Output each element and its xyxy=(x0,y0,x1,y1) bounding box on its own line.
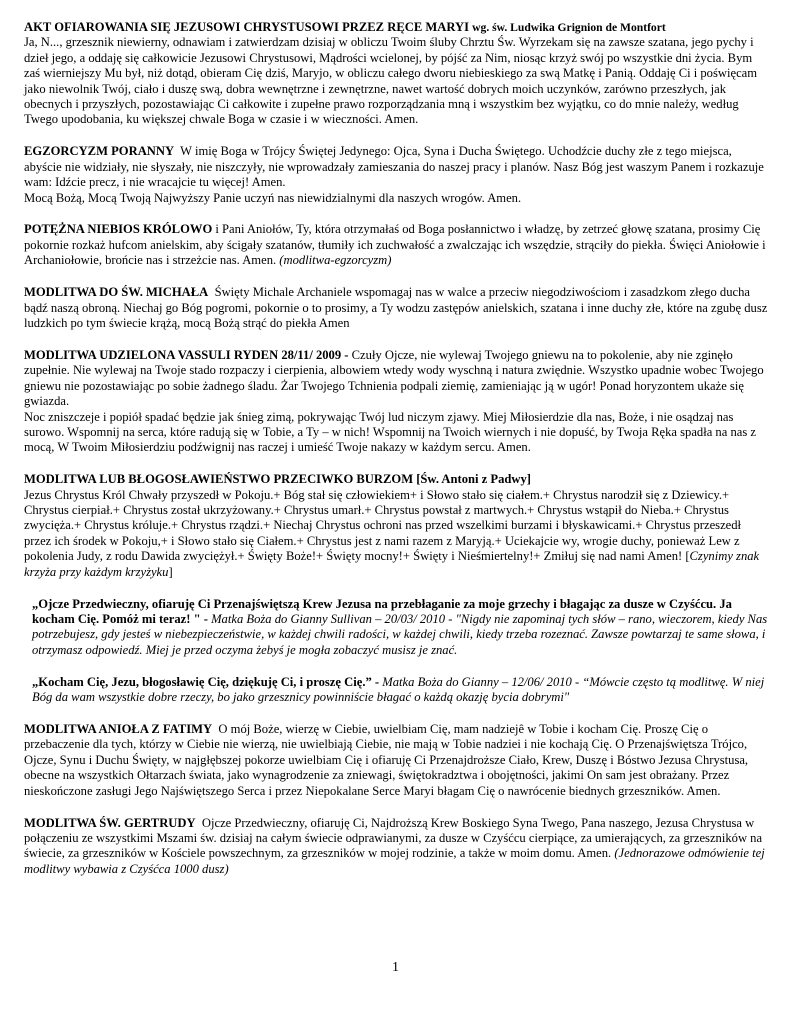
section-potezna-niebios-krolowo xyxy=(24,222,768,268)
document-page xyxy=(24,20,768,894)
section-title: MODLITWA UDZIELONA VASSULI RYDEN 28/11/ 2009 - xyxy=(24,347,349,362)
prayer-quote: „Kocham Cię, Jezu, błogosławię Cię, dziękuję Ci, i proszę Cię.” - xyxy=(32,674,380,689)
section-body: Święty Michale Archaniele wspomagaj nas w walce a przeciw niegodziwościom i zasadzkom złego ducha bądź naszą obroną. Niechaj go Bóg pogromi, pokornie o to prosimy, a Ty wodzu zastępów anielskich, szatana i inne duchy złe, które na zgubę dusz ludzkich po tym świecie krążą, mocą Bożą strąć do piekła Amen xyxy=(24,285,768,330)
section-quote-gianny-sullivan xyxy=(32,597,768,659)
section-modlitwa-przeciwko-burzom xyxy=(24,472,768,580)
section-note: (Jednorazowe odmówienie tej modlitwy wybawia z Czyśćca 1000 dusz) xyxy=(24,846,765,876)
section-quote-kocham-cie xyxy=(32,675,768,706)
section-title: AKT OFIAROWANIA SIĘ JEZUSOWI CHRYSTUSOWI PRZEZ RĘCE MARYI xyxy=(24,20,469,34)
quote-commentary: Matka Boża do Gianny – 12/06/ 2010 - “Mówcie często tą modlitwę. W niej Bóg da wam wszystkie dobre rzeczy, bo jako grzesznicy powinniście błagać o każdą okazję bycia dobrymi" xyxy=(32,674,765,705)
section-body: O mój Boże, wierzę w Ciebie, uwielbiam Cię, mam nadziejê w Tobie i kocham Cię. Proszę Cię o przebaczenie dla tych, którzy w Ciebie nie wierzą, nie uwielbiają Ciebie, nie mają w Tobie nadziei i nie kochają Cię. O Przenajświętsza Trójco, Ojcze, Synu i Duchu Święty, w najgłębszej pokorze uwielbiam Cię i ofiaruję Ci Przenajdroższe Ciało, Krew, Duszę i Bóstwo Jezusa Chrystusa, obecne na wszystkich Ołtarzach świata, jako wynagrodzenie za zniewagi, świętokradztwa i obojętności, jakimi On sam jest obrażany. Przez nieskończone zasługi Jego Najświętszego Serca i przez Niepokalane Serce Maryi błagam Cię o nawrócenie biednych grzeszników. Amen. xyxy=(24,722,749,798)
section-body: Czuły Ojcze, nie wylewaj Twojego gniewu na to pokolenie, aby nie zginęło zupełnie. Nie wylewaj na Twoje stado rozpaczy i cierpienia, albowiem wtedy wody wyschną i natura zwiędnie. Wszystko upadnie wobec Twojego gniewu nie pozostawiając po sobie żadnego śladu. Żar Twojego Tchnienia podpali ziemię, zamieniając ją w ugór! Ponad horyzontem ukaże się gwiazda. xyxy=(24,347,764,409)
section-title: EGZORCYZM PORANNY xyxy=(24,144,175,159)
section-modlitwa-sw-gertrudy xyxy=(24,816,768,878)
section-body: Ojcze Przedwieczny, ofiaruję Ci, Najdroższą Krew Boskiego Syna Twego, Pana naszego, Jezusa Chrystusa w połączeniu ze wszystkimi Mszami św. dzisiaj na całym świecie odprawianymi, za dusze w Czyśćcu cierpiące, za umierających, za grzeszników na świecie, za grzeszników w Kościele powszechnym, za grzeszników w mojej rodzinie, a także w moim domu. Amen. xyxy=(24,815,763,861)
section-title: MODLITWA DO ŚW. MICHAŁA xyxy=(24,285,209,300)
section-body: Jezus Chrystus Król Chwały przyszedł w Pokoju.+ Bóg stał się człowiekiem+ i Słowo stało się ciałem.+ Chrystus narodził się z Dziewicy.+ Chrystus cierpiał.+ Chrystus został ukrzyżowany.+ Chrystus umarł.+ Chrystus powstał z martwych.+ Chrystus wstąpił do Nieba.+ Chrystus zwycięża.+ Chrystus króluje.+ Chrystus rządzi.+ Niechaj Chrystus ochroni nas przed wszelkimi burzami i błyskawicami.+ Chrystus przeszedł przez ich środek w Pokoju,+ i Słowo stało się Ciałem.+ Chrystus jest z nami razem z Maryją.+ Uciekajcie wy, wrogie duchy, ponieważ Lew z pokolenia Judy, z rodu Dawida zwyciężył.+ Święty Boże!+ Święty mocny!+ Święty i Nieśmiertelny!+ Zmiłuj się nad nami Amen! [ xyxy=(24,487,742,564)
section-body-continued: Noc zniszczeje i popiół spadać będzie jak śnieg zimą, pokrywając Twój lud niczym zjawy. Miej Miłosierdzie dla nas, Boże, i nie osądzaj nas surowo. Wspomnij na serca, które radują się w Tobie, a Ty – w nich! Wspomnij na Twoich wiernych i nie dopuść, by Twoja Ręka spadła na nas z mocą, W Twoim Miłosierdziu podźwignij nas raczej i umieść Twoje nakazy w każdym sercu. Amen. xyxy=(24,409,756,455)
section-title: POTĘŻNA NIEBIOS KRÓLOWO xyxy=(24,222,213,237)
section-body-continued: Mocą Bożą, Mocą Twoją Najwyższy Panie uczyń nas niewidzialnymi dla naszych wrogów. Amen. xyxy=(24,190,522,205)
page-number: 1 xyxy=(392,960,399,975)
section-body: W imię Boga w Trójcy Świętej Jedynego: Ojca, Syna i Ducha Świętego. Uchodźcie duchy złe z tego miejsca, abyście nie widziały, nie słyszały, nie niszczyły, nie wprowadzały zamieszania do naszej pracy i planów. Nasz Bóg jest waszym Panem i rozkazuje wam: Idźcie precz, i nie wracajcie tu więcej! Amen. xyxy=(24,144,764,190)
section-subtitle: wg. św. Ludwika Grignion de Montfort xyxy=(472,21,666,34)
section-note: Czynimy znak krzyża przy każdym krzyżyku xyxy=(24,549,760,579)
section-note: (modlitwa-egzorcyzm) xyxy=(279,253,392,268)
section-title: MODLITWA LUB BŁOGOSŁAWIEŃSTWO PRZECIWKO BURZOM [Św. Antoni z Padwy] xyxy=(24,472,531,487)
section-body: i Pani Aniołów, Ty, która otrzymałaś od Boga posłannictwo i władzę, by zetrzeć głowę szatana, prosimy Cię pokornie rozkaż hufcom anielskim, aby ścigały szatanów, tłumiły ich zuchwałość a zwalczając ich wszędzie, strąciły do piekła. Święci Aniołowie i Archaniołowie, brońcie nas i strzeżcie nas. Amen. xyxy=(24,222,766,268)
section-title: MODLITWA ANIOŁA Z FATIMY xyxy=(24,722,213,737)
section-modlitwa-vassuli-ryden xyxy=(24,348,768,456)
section-akt-ofiarowania xyxy=(24,20,768,128)
prayer-quote: „Ojcze Przedwieczny, ofiaruję Ci Przenajświętszą Krew Jezusa na przebłaganie za moje grzechy i błagając za dusze w Czyśćcu. Ja kocham Cię. Pomóż mi teraz! " - xyxy=(32,596,732,626)
section-egzorcyzm-poranny xyxy=(24,144,768,206)
section-modlitwa-sw-michala xyxy=(24,285,768,331)
section-title: MODLITWA ŚW. GERTRUDY xyxy=(24,815,196,830)
section-modlitwa-aniola-z-fatimy xyxy=(24,722,768,799)
section-body: Ja, N..., grzesznik niewierny, odnawiam i zatwierdzam dzisiaj w obliczu Twoim śluby Chrztu Św. Wyrzekam się na zawsze szatana, jego pychy i dzieł jego, a oddaję się całkowicie Jezusowi Chrystusowi, Mądrości wcielonej, by pójść za Nim, niosąc krzyż swój po wszystkie dni życia. Bym zaś wierniejszy Mu był, niż dotąd, obieram Cię dziś, Maryjo, w obliczu całego dworu niebieskiego za swą Matkę i Panią. Oddaję Ci i poświęcam jako niewolnik Twój, ciało i duszę swą, dobra wewnętrzne i zewnętrzne, nawet wartość dobrych moich uczynków, zarówno przeszłych, jak obecnych i przyszłych, pozostawiając Ci całkowite i zupełne prawo rozporządzania mną i wszystkim bez wyjątku, co do mnie należy, według Twego upodobania, ku większej chwale Boga w czasie i w wieczności. Amen. xyxy=(24,35,758,127)
section-body-end: ] xyxy=(168,564,173,579)
quote-commentary: Matka Boża do Gianny Sullivan – 20/03/ 2010 - "Nigdy nie zapominaj tych słów – rano, wieczorem, kiedy Nas potrzebujesz, gdy jesteś w niebezpieczeństwie, w każdej chwili radości, w każdej chwili, kiedy trzeba rozeznać. Zawsze powtarzaj te same słowa, i otrzymasz odpowiedź. Miej je przed oczyma żebyś je mogła zobaczyć musisz je znać. xyxy=(32,612,768,657)
